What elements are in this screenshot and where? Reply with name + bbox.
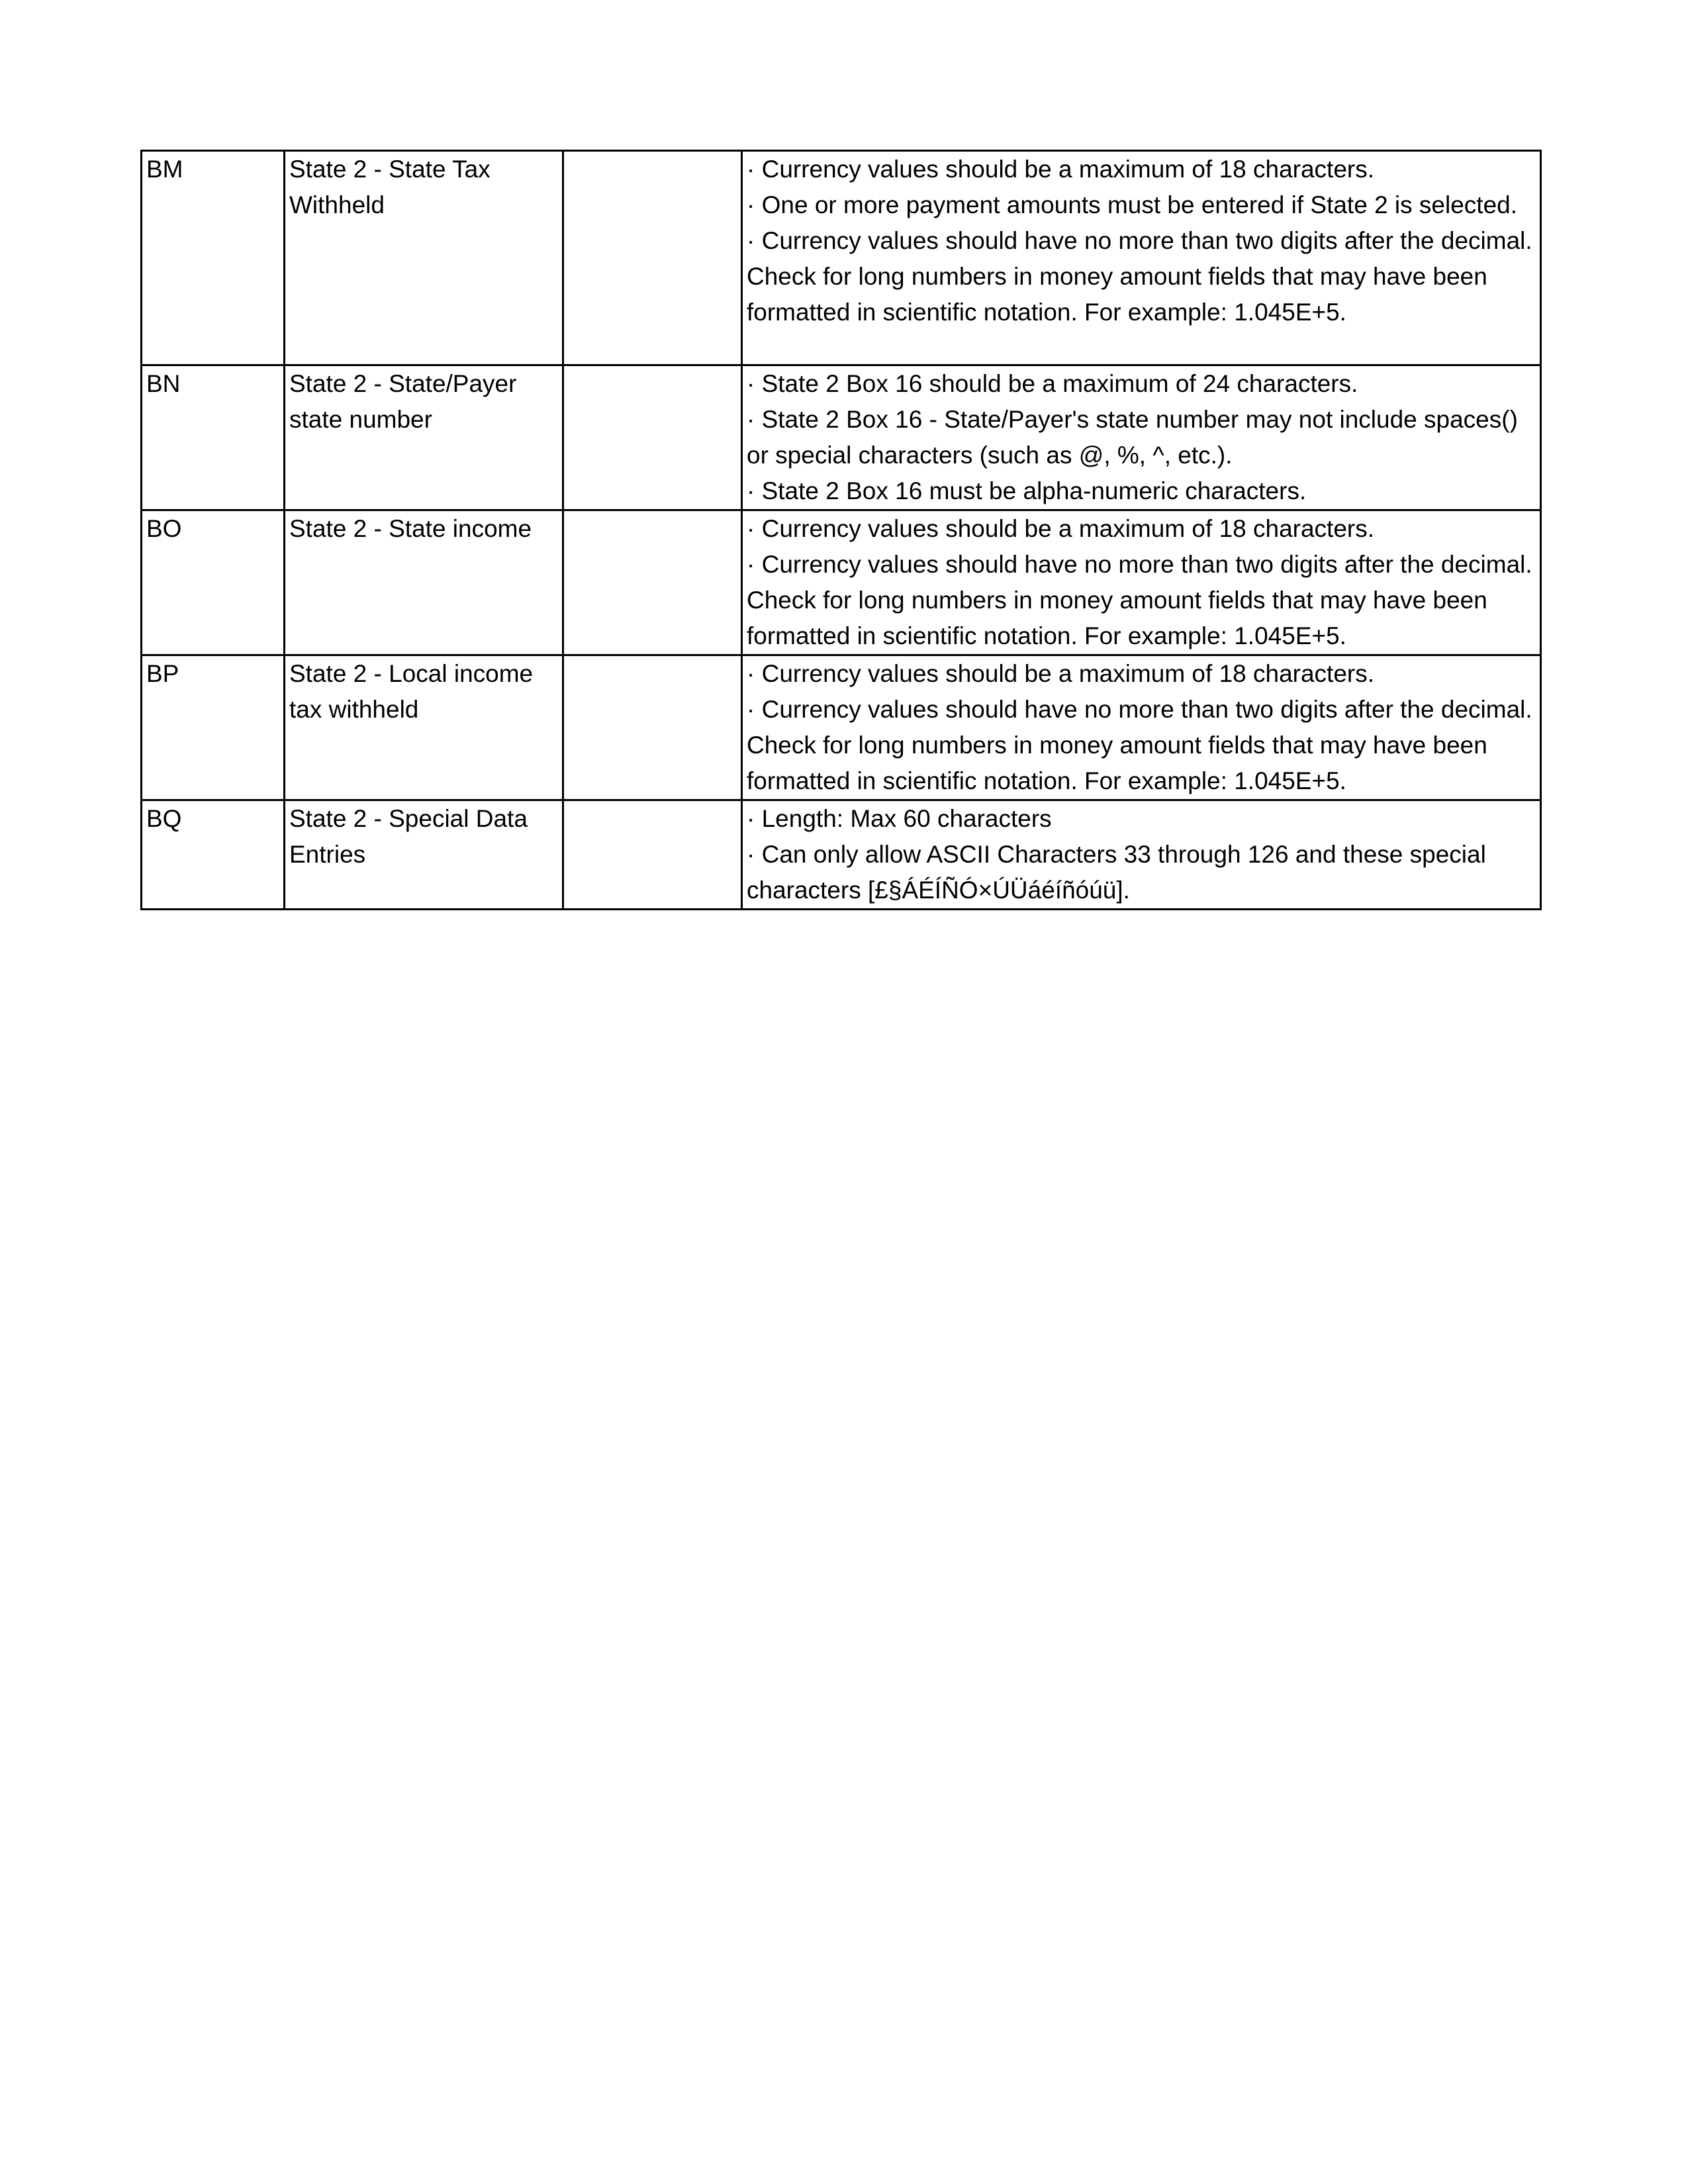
- validation-rule: · Currency values should have no more than two digits after the decimal. Check for long numbers in money amount fields that may have been formatted in scientific notation. For example: 1.045E+5.: [747, 696, 1532, 794]
- field-name-cell: State 2 - State Tax Withheld: [285, 151, 563, 365]
- table-row: [142, 510, 1541, 655]
- field-name-cell: State 2 - State income: [285, 510, 563, 655]
- validation-rule: · Currency values should have no more than two digits after the decimal. Check for long numbers in money amount fields that may have been formatted in scientific notation. For example: 1.045E+5.: [747, 551, 1532, 649]
- validation-rules-cell: [742, 655, 1541, 800]
- validation-rule: · State 2 Box 16 - State/Payer's state number may not include spaces() or special characters (such as @, %, ^, etc.).: [747, 406, 1518, 469]
- validation-rule: · Currency values should be a maximum of 18 characters.: [747, 156, 1375, 183]
- field-name-cell: State 2 - Local income tax withheld: [285, 655, 563, 800]
- validation-rule: · Currency values should be a maximum of 18 characters.: [747, 660, 1375, 687]
- column-letter-cell: BM: [142, 151, 285, 365]
- validation-rule: · Length: Max 60 characters: [747, 805, 1052, 832]
- table-row: [142, 151, 1541, 365]
- table-row: [142, 655, 1541, 800]
- validation-rule: · State 2 Box 16 must be alpha-numeric characters.: [747, 477, 1307, 504]
- empty-cell: [563, 510, 742, 655]
- table-row: [142, 365, 1541, 510]
- column-letter-cell: BN: [142, 365, 285, 510]
- validation-rule: · Currency values should have no more than two digits after the decimal. Check for long numbers in money amount fields that may have been formatted in scientific notation. For example: 1.045E+5.: [747, 227, 1532, 326]
- validation-rule: · Can only allow ASCII Characters 33 through 126 and these special characters [£§ÁÉÍÑÓ×ÚÜáéíñóúü].: [747, 841, 1486, 904]
- validation-rule: · One or more payment amounts must be entered if State 2 is selected.: [747, 191, 1518, 218]
- column-letter-cell: BQ: [142, 800, 285, 910]
- field-name-cell: State 2 - Special Data Entries: [285, 800, 563, 910]
- validation-rule: · Currency values should be a maximum of 18 characters.: [747, 515, 1375, 542]
- column-letter-cell: BP: [142, 655, 285, 800]
- column-letter-cell: BO: [142, 510, 285, 655]
- table-row: [142, 800, 1541, 910]
- empty-cell: [563, 365, 742, 510]
- validation-rules-cell: [742, 510, 1541, 655]
- validation-rules-cell: [742, 151, 1541, 365]
- field-name-cell: State 2 - State/Payer state number: [285, 365, 563, 510]
- empty-cell: [563, 800, 742, 910]
- validation-rule: · State 2 Box 16 should be a maximum of 24 characters.: [747, 370, 1358, 397]
- field-validation-table: [140, 150, 1542, 910]
- empty-cell: [563, 151, 742, 365]
- empty-cell: [563, 655, 742, 800]
- validation-rules-cell: [742, 800, 1541, 910]
- validation-rules-cell: [742, 365, 1541, 510]
